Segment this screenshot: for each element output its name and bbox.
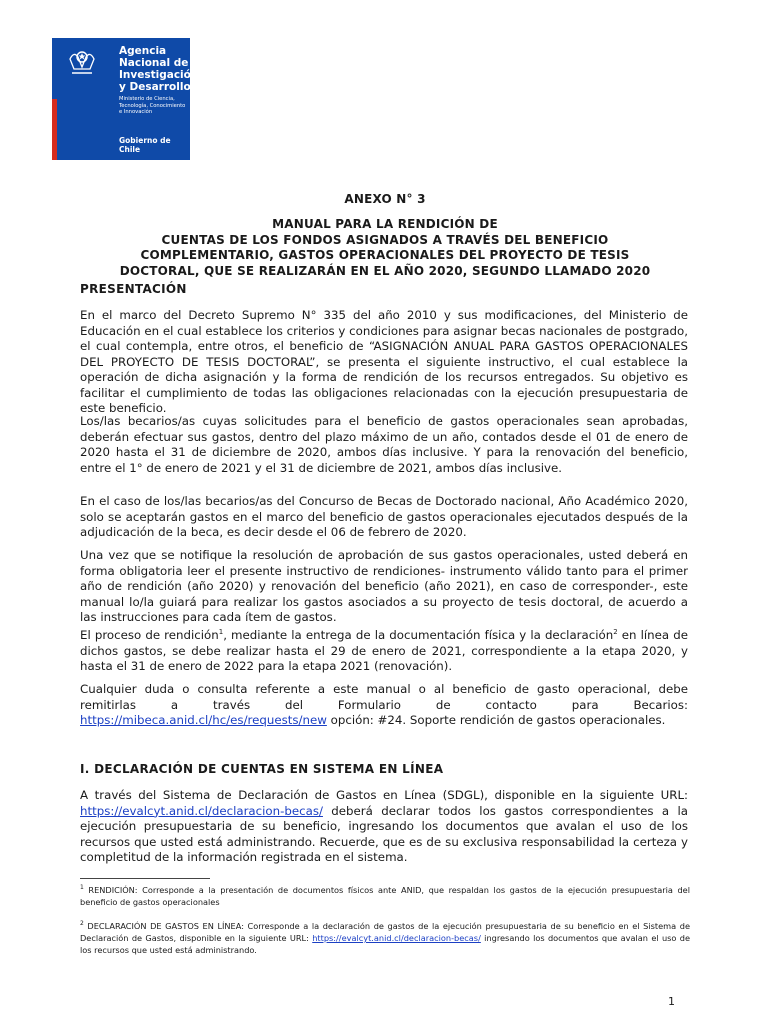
paragraph-2: Los/las becarios/as cuyas solicitudes para el beneficio de gastos operacionales sean aprobadas, deberán efectuar sus gastos, dentro del plazo máximo de un año, contados desde el 01 de enero de 2020 hasta el 31 de diciembre de 2020, ambos días inclusive. Y para la renovación del beneficio, entre el 1° de enero de 2021 y el 31 de diciembre de 2021, ambos días inclusive. xyxy=(80,414,688,475)
section-heading-declaracion: I. DECLARACIÓN DE CUENTAS EN SISTEMA EN LÍNEA xyxy=(80,762,444,776)
footnote-ref-2[interactable]: 2 xyxy=(613,628,618,636)
coat-of-arms-icon xyxy=(64,45,100,81)
logo-agency-name: Agencia Nacional de Investigación y Desarrollo xyxy=(119,45,199,93)
contact-form-link[interactable]: https://mibeca.anid.cl/hc/es/requests/new xyxy=(80,713,327,727)
footnote-divider xyxy=(80,878,210,879)
manual-title: MANUAL PARA LA RENDICIÓN DE CUENTAS DE LOS FONDOS ASIGNADOS A TRAVÉS DEL BENEFICIO COMPLEMENTARIO, GASTOS OPERACIONALES DEL PROYECTO DE TESIS DOCTORAL, QUE SE REALIZARÁN EN EL AÑO 2020, SEGUNDO LLAMADO 2020 xyxy=(119,217,651,278)
logo-box xyxy=(57,38,199,160)
paragraph-4: Una vez que se notifique la resolución de aprobación de sus gastos operacionales, usted deberá en forma obligatoria leer el presente instructivo de rendiciones- instrumento válido tanto para el primer año de rendición (año 2020) y renovación del beneficio (año 2021), en caso de corresponder-, este manual lo/la guiará para realizar los gastos asociados a su proyecto de tesis doctoral, de acuerdo a las instrucciones para cada ítem de gastos. xyxy=(80,548,688,624)
anid-logo xyxy=(52,38,199,160)
logo-gobierno: Gobierno de Chile xyxy=(119,136,171,154)
footnote-sdgl-link[interactable]: https://evalcyt.anid.cl/declaracion-becas/ xyxy=(312,933,481,943)
section-heading-presentacion: PRESENTACIÓN xyxy=(80,282,187,296)
paragraph-5: El proceso de rendición$^1$, mediante la entrega de la documentación física y la declaración$^2$ en línea de dichos gastos, se debe realizar hasta el 29 de enero de 2021, correspondiente a la etapa 2020, y hasta el 31 de enero de 2022 para la etapa 2021 (renovación). xyxy=(80,628,688,673)
page-number: 1 xyxy=(668,995,675,1008)
paragraph-3: En el caso de los/las becarios/as del Concurso de Becas de Doctorado nacional, Año Académico 2020, solo se aceptarán gastos en el marco del beneficio de gastos operacionales ejecutados después de la adjudicación de la beca, es decir desde el 06 de febrero de 2020. xyxy=(80,494,688,539)
footnote-ref-1[interactable]: 1 xyxy=(218,628,224,636)
footnote-1: $^1$ RENDICIÓN: Corresponde a la presentación de documentos físicos ante ANID, que respaldan los gastos de la ejecución presupuestaria del beneficio de gastos operacionales xyxy=(80,884,690,907)
annex-title: ANEXO N° 3 xyxy=(344,192,426,206)
paragraph-7: A través del Sistema de Declaración de Gastos en Línea (SDGL), disponible en la siguiente URL: https://evalcyt.anid.cl/declaracion-becas/ deberá declarar todos los gastos correspondientes a la ejecución presupuestaria de su beneficio, ingresando los documentos que avalan el uso de los recursos que usted está administrando. Recuerde, que es de su exclusiva responsabilidad la certeza y completitud de la información registrada en el sistema. xyxy=(80,788,688,864)
sdgl-link[interactable]: https://evalcyt.anid.cl/declaracion-becas/ xyxy=(80,803,323,818)
logo-ministry: Ministerio de Ciencia, Tecnología, Conocimiento e Innovación xyxy=(119,96,186,115)
paragraph-6: Cualquier duda o consulta referente a este manual o al beneficio de gasto operacional, debe remitirlas a través del Formulario de contacto para Becarios: https://mibeca.anid.cl/hc/es/requests/new opción: #24. Soporte rendición de gastos operacionales. xyxy=(80,682,688,727)
footnote-2: $^2$ DECLARACIÓN DE GASTOS EN LÍNEA: Corresponde a la declaración de gastos de la ejecución presupuestaria de su beneficio en el Sistema de Declaración de Gastos, disponible en la siguiente URL: https://evalcyt.anid.cl/declaracion-becas/ ingresando los documentos que avalan el uso de los recursos que usted está administrando. xyxy=(80,920,690,955)
paragraph-1: En el marco del Decreto Supremo N° 335 del año 2010 y sus modificaciones, del Ministerio de Educación en el cual establece los criterios y condiciones para asignar becas nacionales de postgrado, el cual contempla, entre otros, el beneficio de “ASIGNACIÓN ANUAL PARA GASTOS OPERACIONALES DEL PROYECTO DE TESIS DOCTORAL”, se presenta el siguiente instructivo, el cual establece la operación de dicha asignación y la forma de rendición de los recursos entregados. Su objetivo es facilitar el cumplimiento de todas las obligaciones relacionadas con la ejecución presupuestaria de este beneficio. xyxy=(80,308,688,415)
